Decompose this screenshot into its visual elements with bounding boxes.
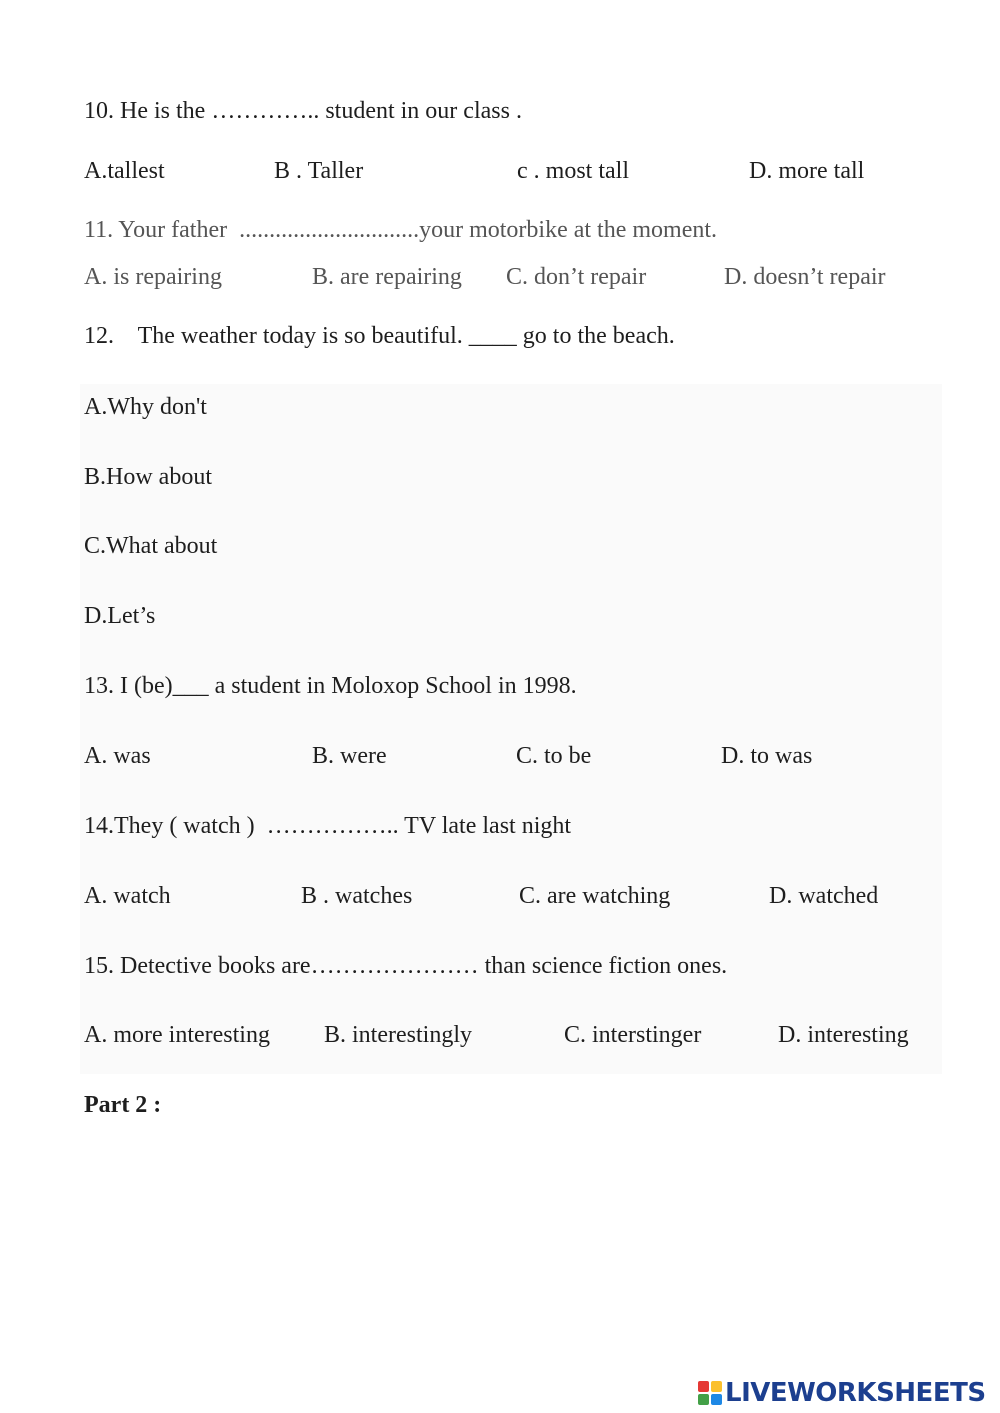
q12-option-c[interactable]: C.What about <box>84 533 218 559</box>
question-13-stem: 13. I (be)___ a student in Moloxop School in 1998. <box>84 673 577 699</box>
q11-option-b[interactable]: B. are repairing <box>312 264 462 290</box>
liveworksheets-logo <box>697 1378 986 1408</box>
q14-option-c[interactable]: C. are watching <box>519 883 671 909</box>
logo-text: LIVEWORKSHEETS <box>725 1378 986 1408</box>
q11-option-c[interactable]: C. don’t repair <box>506 264 647 290</box>
q10-option-a[interactable]: A.tallest <box>84 158 165 184</box>
q15-option-a[interactable]: A. more interesting <box>84 1022 270 1048</box>
q12-option-b[interactable]: B.How about <box>84 464 212 490</box>
liveworksheets-logo-icon <box>697 1380 723 1406</box>
q15-option-d[interactable]: D. interesting <box>778 1022 909 1048</box>
question-14-stem: 14.They ( watch ) …………….. TV late last night <box>84 813 572 839</box>
logo-block-4 <box>711 1394 722 1405</box>
question-11-stem: 11. Your father ..............................your motorbike at the moment. <box>84 217 718 243</box>
question-15-stem: 15. Detective books are………………… than science fiction ones. <box>84 953 728 979</box>
q10-option-c[interactable]: c . most tall <box>517 158 629 184</box>
q13-option-d[interactable]: D. to was <box>721 743 813 769</box>
question-12-stem: 12. The weather today is so beautiful. ____ go to the beach. <box>84 323 675 349</box>
q15-option-c[interactable]: C. interstinger <box>564 1022 702 1048</box>
part-heading: Part 2 : <box>84 1092 162 1118</box>
q14-option-d[interactable]: D. watched <box>769 883 879 909</box>
q14-option-b[interactable]: B . watches <box>301 883 413 909</box>
q12-option-d[interactable]: D.Let’s <box>84 603 156 629</box>
q13-option-c[interactable]: C. to be <box>516 743 592 769</box>
logo-block-3 <box>698 1394 709 1405</box>
question-10-stem: 10. He is the ………….. student in our class . <box>84 98 522 124</box>
q15-option-b[interactable]: B. interestingly <box>324 1022 472 1048</box>
q14-option-a[interactable]: A. watch <box>84 883 171 909</box>
q11-option-d[interactable]: D. doesn’t repair <box>724 264 886 290</box>
q10-option-d[interactable]: D. more tall <box>749 158 865 184</box>
q13-option-b[interactable]: B. were <box>312 743 387 769</box>
logo-block-1 <box>698 1381 709 1392</box>
q13-option-a[interactable]: A. was <box>84 743 151 769</box>
q11-option-a[interactable]: A. is repairing <box>84 264 222 290</box>
logo-block-2 <box>711 1381 722 1392</box>
q12-option-a[interactable]: A.Why don't <box>84 394 207 420</box>
q10-option-b[interactable]: B . Taller <box>274 158 364 184</box>
